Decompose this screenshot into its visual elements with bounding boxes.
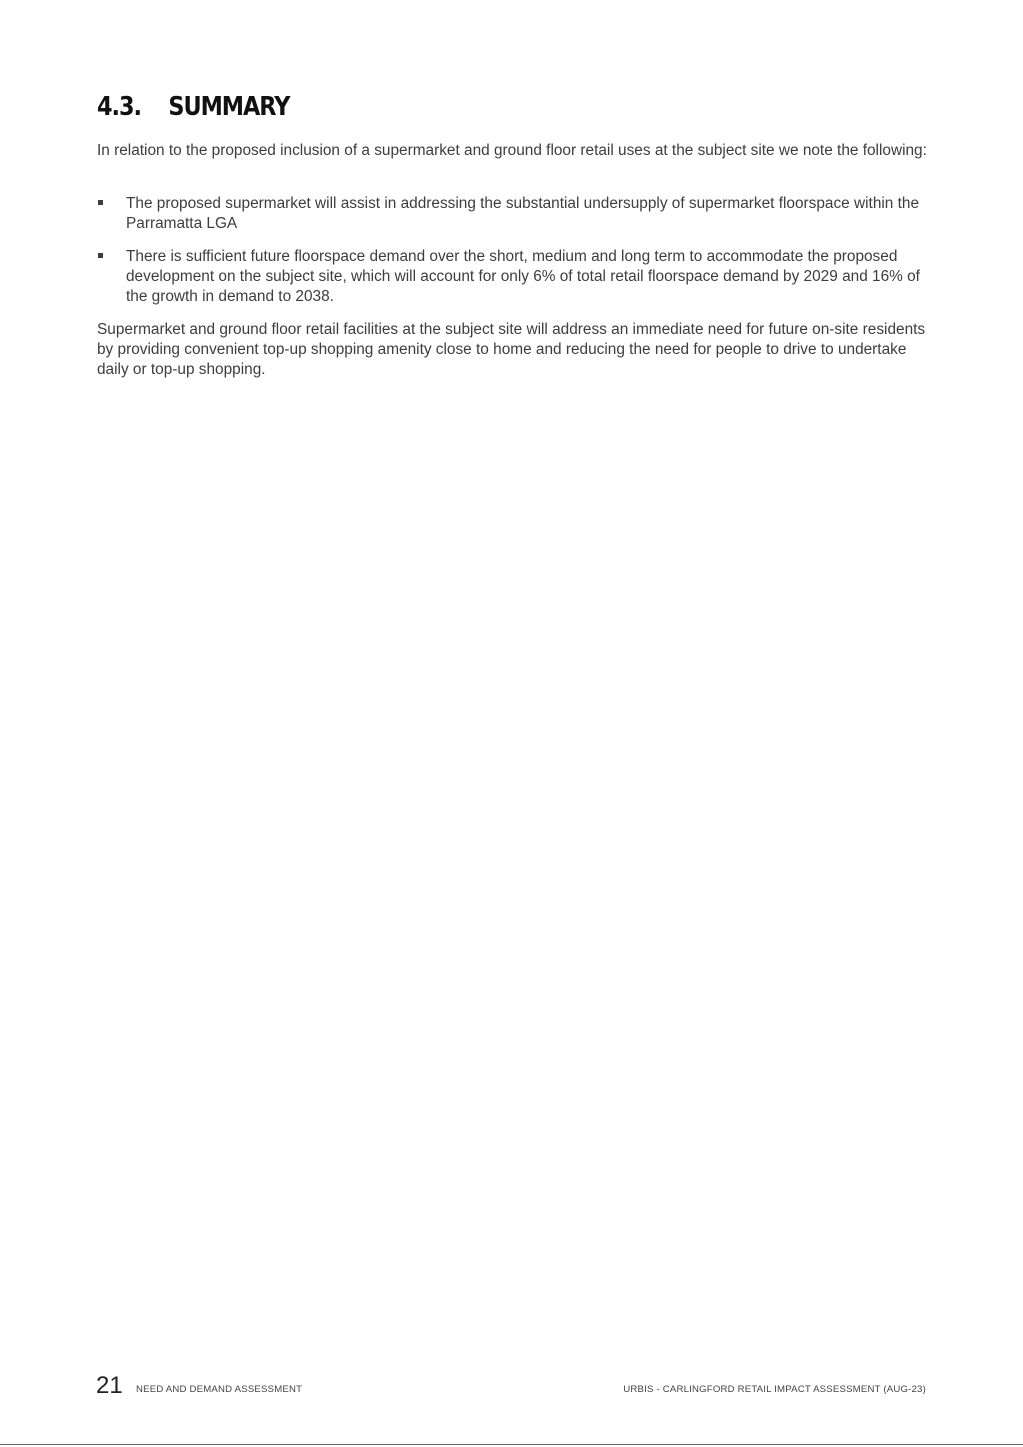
bullet-text: The proposed supermarket will assist in addressing the substantial undersupply of supermarket floorspace within the Parramatta LGA — [126, 195, 920, 232]
section-number: 4.3. — [97, 92, 141, 122]
section-title: SUMMARY — [168, 92, 290, 122]
footer-section-name: NEED AND DEMAND ASSESSMENT — [136, 1384, 303, 1395]
intro-paragraph: In relation to the proposed inclusion of a supermarket and ground floor retail uses at the subject site we note the following: — [97, 142, 927, 159]
footer-document-name: URBIS - CARLINGFORD RETAIL IMPACT ASSESSMENT (AUG-23) — [623, 1384, 926, 1395]
square-bullet-icon — [98, 253, 103, 258]
page-number: 21 — [96, 1372, 123, 1399]
closing-paragraph: Supermarket and ground floor retail facilities at the subject site will address an immediate need for future on-site residents by providing convenient top-up shopping amenity close to home and reducing the need for people to drive to undertake daily or top-up shopping. — [97, 321, 926, 378]
bullet-text: There is sufficient future floorspace demand over the short, medium and long term to accommodate the proposed development on the subject site, which will account for only 6% of total retail floorspace demand by 2029 and 16% of the growth in demand to 2038. — [126, 248, 920, 305]
bullet-list — [97, 194, 927, 320]
bullet-item — [97, 247, 927, 307]
bottom-divider — [0, 1444, 1023, 1445]
section-heading — [97, 92, 289, 122]
square-bullet-icon — [98, 200, 103, 205]
bullet-item — [97, 194, 927, 234]
